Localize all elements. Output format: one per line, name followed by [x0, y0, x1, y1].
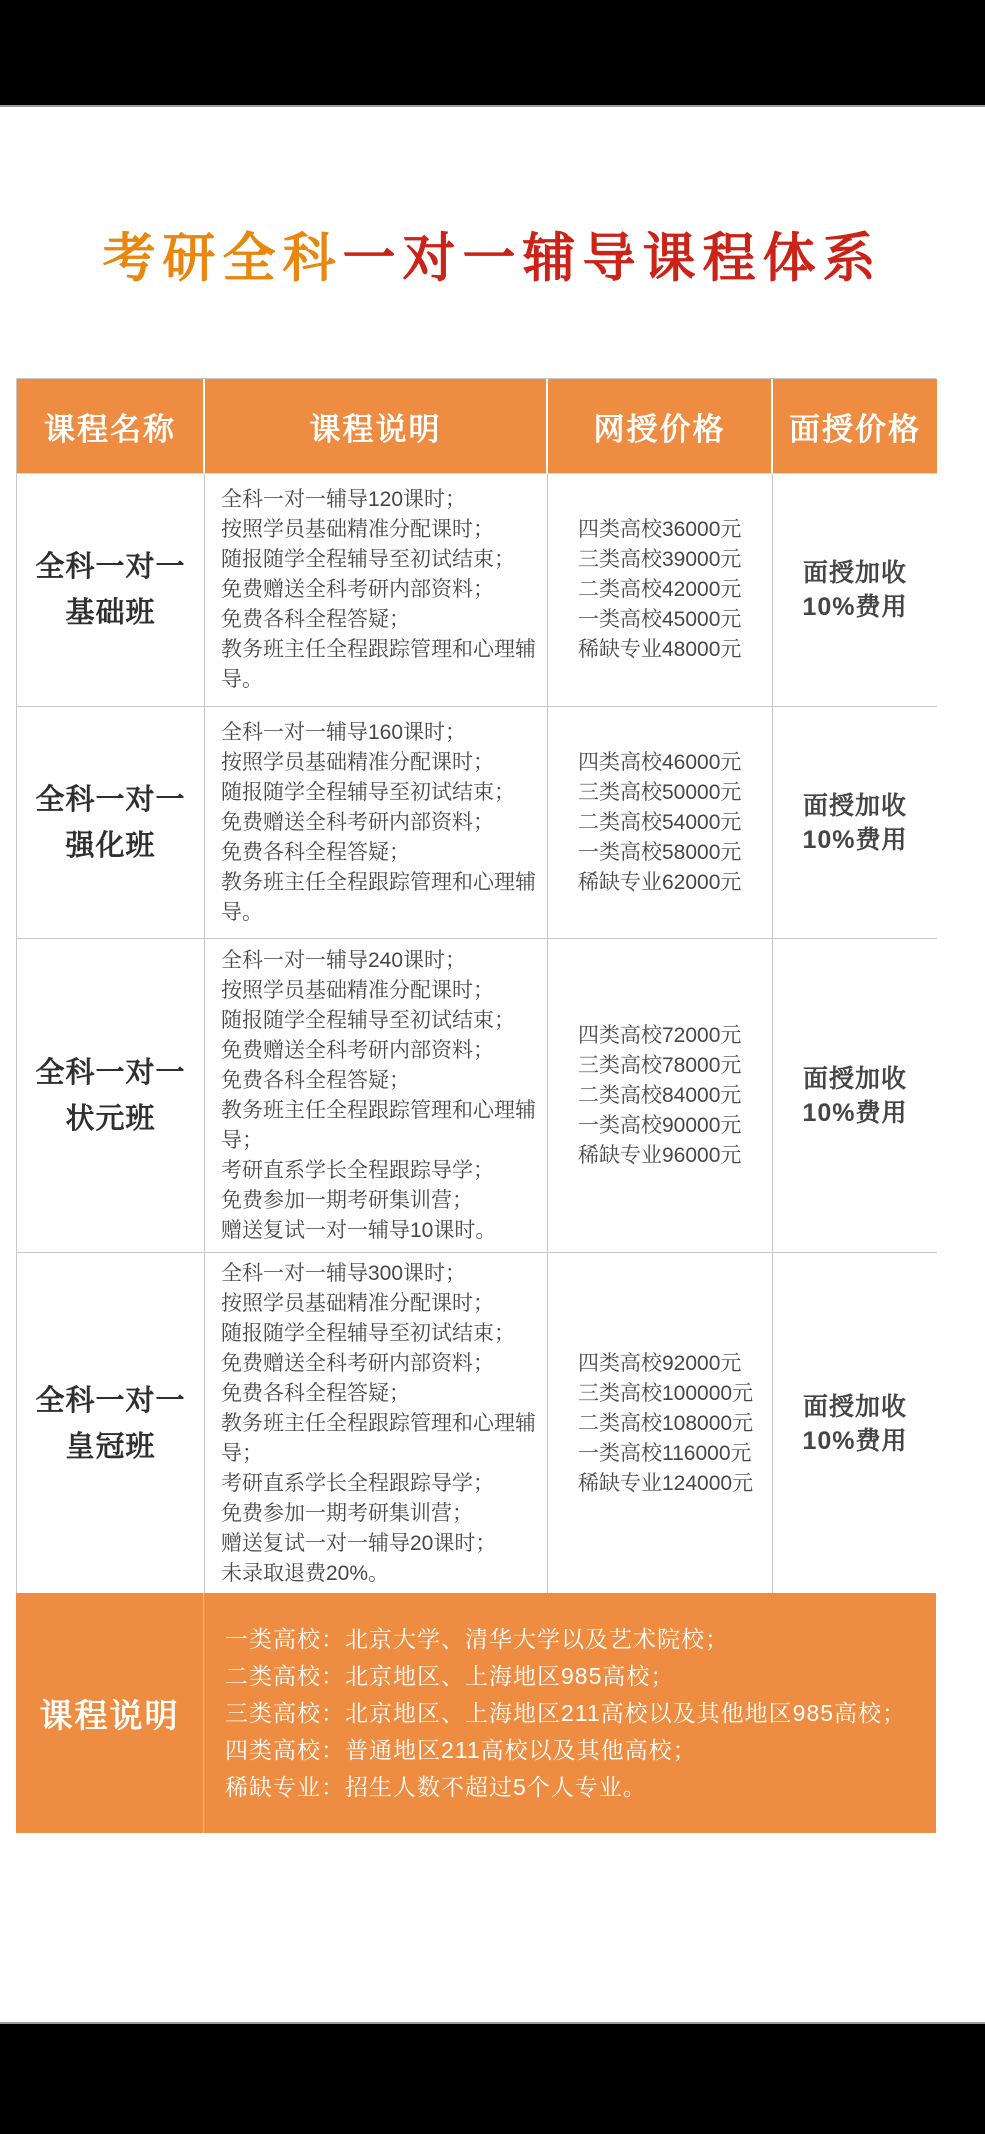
- column-header-inperson-price: 面授价格: [773, 379, 937, 474]
- course-name-cell: [17, 474, 205, 707]
- online-price-line: 一类高校90000元: [578, 1113, 742, 1137]
- online-price-cell: [548, 707, 773, 939]
- course-name-line: 状元班: [65, 1102, 156, 1135]
- notes-content: [204, 1593, 936, 1833]
- inperson-price-line: 10%费用: [802, 825, 908, 854]
- course-desc-line: 按照学员基础精准分配课时；: [221, 750, 494, 774]
- course-desc-line: 免费赠送全科考研内部资料；: [221, 1038, 494, 1062]
- course-name-line: 基础班: [65, 597, 156, 629]
- course-desc-line: 免费各科全程答疑；: [221, 1381, 410, 1405]
- online-price-cell: [548, 474, 773, 707]
- course-notes-section: [16, 1593, 936, 1833]
- course-desc-line: 全科一对一辅导300课时；: [221, 1261, 467, 1285]
- notes-line: 三类高校：北京地区、上海地区211高校以及其他地区985高校；: [225, 1699, 907, 1726]
- online-price-line: 稀缺专业48000元: [578, 638, 742, 661]
- course-pricing-table: [16, 378, 936, 1595]
- course-desc-line: 免费参加一期考研集训营；: [221, 1188, 473, 1212]
- course-desc-line: 教务班主任全程跟踪管理和心理辅导。: [221, 638, 536, 691]
- course-desc-cell: [205, 1253, 548, 1594]
- course-name-cell: [17, 1253, 205, 1594]
- online-price-cell: [548, 1253, 773, 1594]
- course-desc-line: 考研直系学长全程跟踪导学；: [221, 1471, 494, 1495]
- column-header-course-name: 课程名称: [17, 379, 205, 474]
- course-desc-line: 免费赠送全科考研内部资料；: [221, 578, 494, 601]
- course-desc-line: 随报随学全程辅导至初试结束；: [221, 780, 515, 804]
- inperson-price-line: 10%费用: [802, 593, 908, 621]
- online-price-line: 三类高校50000元: [578, 780, 742, 804]
- online-price-line: 三类高校39000元: [578, 548, 742, 571]
- notes-label: 课程说明: [16, 1593, 204, 1833]
- course-name-cell: [17, 707, 205, 939]
- course-desc-line: 随报随学全程辅导至初试结束；: [221, 548, 515, 571]
- inperson-price-line: 面授加收: [802, 1064, 907, 1093]
- course-desc-line: 随报随学全程辅导至初试结束；: [221, 1008, 515, 1032]
- course-desc-line: 赠送复试一对一辅导20课时；: [221, 1531, 497, 1555]
- top-letterbox-bar: [0, 0, 985, 107]
- course-name-line: 全科一对一: [35, 551, 186, 583]
- course-desc-line: 按照学员基础精准分配课时；: [221, 1291, 494, 1315]
- course-name-line: 全科一对一: [35, 1384, 186, 1417]
- inperson-price-line: 10%费用: [802, 1426, 908, 1455]
- column-header-course-desc: 课程说明: [205, 379, 548, 474]
- course-desc-line: 教务班主任全程跟踪管理和心理辅导；: [221, 1411, 536, 1465]
- online-price-line: 一类高校58000元: [578, 840, 742, 864]
- inperson-price-line: 10%费用: [802, 1098, 908, 1127]
- notes-line: 一类高校：北京大学、清华大学以及艺术院校；: [225, 1625, 729, 1652]
- course-desc-line: 免费参加一期考研集训营；: [221, 1501, 473, 1525]
- course-desc-line: 考研直系学长全程跟踪导学；: [221, 1158, 494, 1182]
- inperson-price-cell: [773, 474, 937, 707]
- inperson-price-cell: [773, 1253, 937, 1594]
- online-price-line: 稀缺专业96000元: [578, 1143, 742, 1167]
- course-name-line: 强化班: [65, 829, 156, 862]
- online-price-line: 四类高校46000元: [578, 750, 742, 774]
- online-price-line: 四类高校72000元: [578, 1023, 742, 1047]
- course-name-cell: [17, 939, 205, 1253]
- course-desc-line: 免费赠送全科考研内部资料；: [221, 810, 494, 834]
- course-desc-line: 按照学员基础精准分配课时；: [221, 518, 494, 541]
- course-desc-line: 随报随学全程辅导至初试结束；: [221, 1321, 515, 1345]
- inperson-price-line: 面授加收: [802, 559, 907, 587]
- course-desc-line: 教务班主任全程跟踪管理和心理辅导；: [221, 1098, 536, 1152]
- course-desc-line: 免费赠送全科考研内部资料；: [221, 1351, 494, 1375]
- course-desc-line: 教务班主任全程跟踪管理和心理辅导。: [221, 870, 536, 924]
- online-price-line: 稀缺专业124000元: [578, 1471, 754, 1495]
- notes-line: 二类高校：北京地区、上海地区985高校；: [225, 1662, 675, 1689]
- online-price-line: 三类高校78000元: [578, 1053, 742, 1077]
- column-header-online-price: 网授价格: [548, 379, 773, 474]
- course-name-line: 全科一对一: [35, 1056, 186, 1089]
- course-desc-cell: [205, 707, 548, 939]
- inperson-price-cell: [773, 939, 937, 1253]
- online-price-line: 二类高校42000元: [578, 578, 742, 601]
- page-title-red-part: 一对一辅导课程体系: [342, 229, 883, 288]
- course-desc-line: 免费各科全程答疑；: [221, 1068, 410, 1092]
- course-desc-cell: [205, 474, 548, 707]
- online-price-line: 二类高校84000元: [578, 1083, 742, 1107]
- online-price-line: 二类高校108000元: [578, 1411, 754, 1435]
- course-desc-line: 赠送复试一对一辅导10课时。: [221, 1218, 497, 1242]
- online-price-line: 四类高校36000元: [578, 518, 742, 541]
- course-desc-line: 免费各科全程答疑；: [221, 840, 410, 864]
- online-price-line: 一类高校116000元: [578, 1441, 752, 1465]
- course-desc-line: 按照学员基础精准分配课时；: [221, 978, 494, 1002]
- online-price-line: 一类高校45000元: [578, 608, 742, 631]
- course-name-line: 全科一对一: [35, 783, 186, 816]
- course-desc-line: 全科一对一辅导160课时；: [221, 720, 467, 744]
- online-price-line: 三类高校100000元: [578, 1381, 754, 1405]
- course-desc-line: 全科一对一辅导120课时；: [221, 488, 467, 511]
- inperson-price-line: 面授加收: [802, 1392, 907, 1421]
- course-desc-line: 未录取退费20%。: [221, 1561, 390, 1585]
- inperson-price-line: 面授加收: [802, 791, 907, 820]
- notes-line: 四类高校：普通地区211高校以及其他高校；: [225, 1736, 697, 1763]
- course-desc-line: 全科一对一辅导240课时；: [221, 948, 467, 972]
- course-desc-cell: [205, 939, 548, 1253]
- notes-line: 稀缺专业：招生人数不超过5个人专业。: [225, 1773, 647, 1800]
- online-price-line: 四类高校92000元: [578, 1351, 742, 1375]
- page-title-orange-part: 考研全科: [102, 229, 343, 288]
- bottom-letterbox-bar: [0, 2022, 985, 2134]
- course-desc-line: 免费各科全程答疑；: [221, 608, 410, 631]
- inperson-price-cell: [773, 707, 937, 939]
- online-price-cell: [548, 939, 773, 1253]
- online-price-line: 二类高校54000元: [578, 810, 742, 834]
- online-price-line: 稀缺专业62000元: [578, 870, 742, 894]
- page-title: [0, 228, 985, 290]
- course-name-line: 皇冠班: [65, 1430, 156, 1463]
